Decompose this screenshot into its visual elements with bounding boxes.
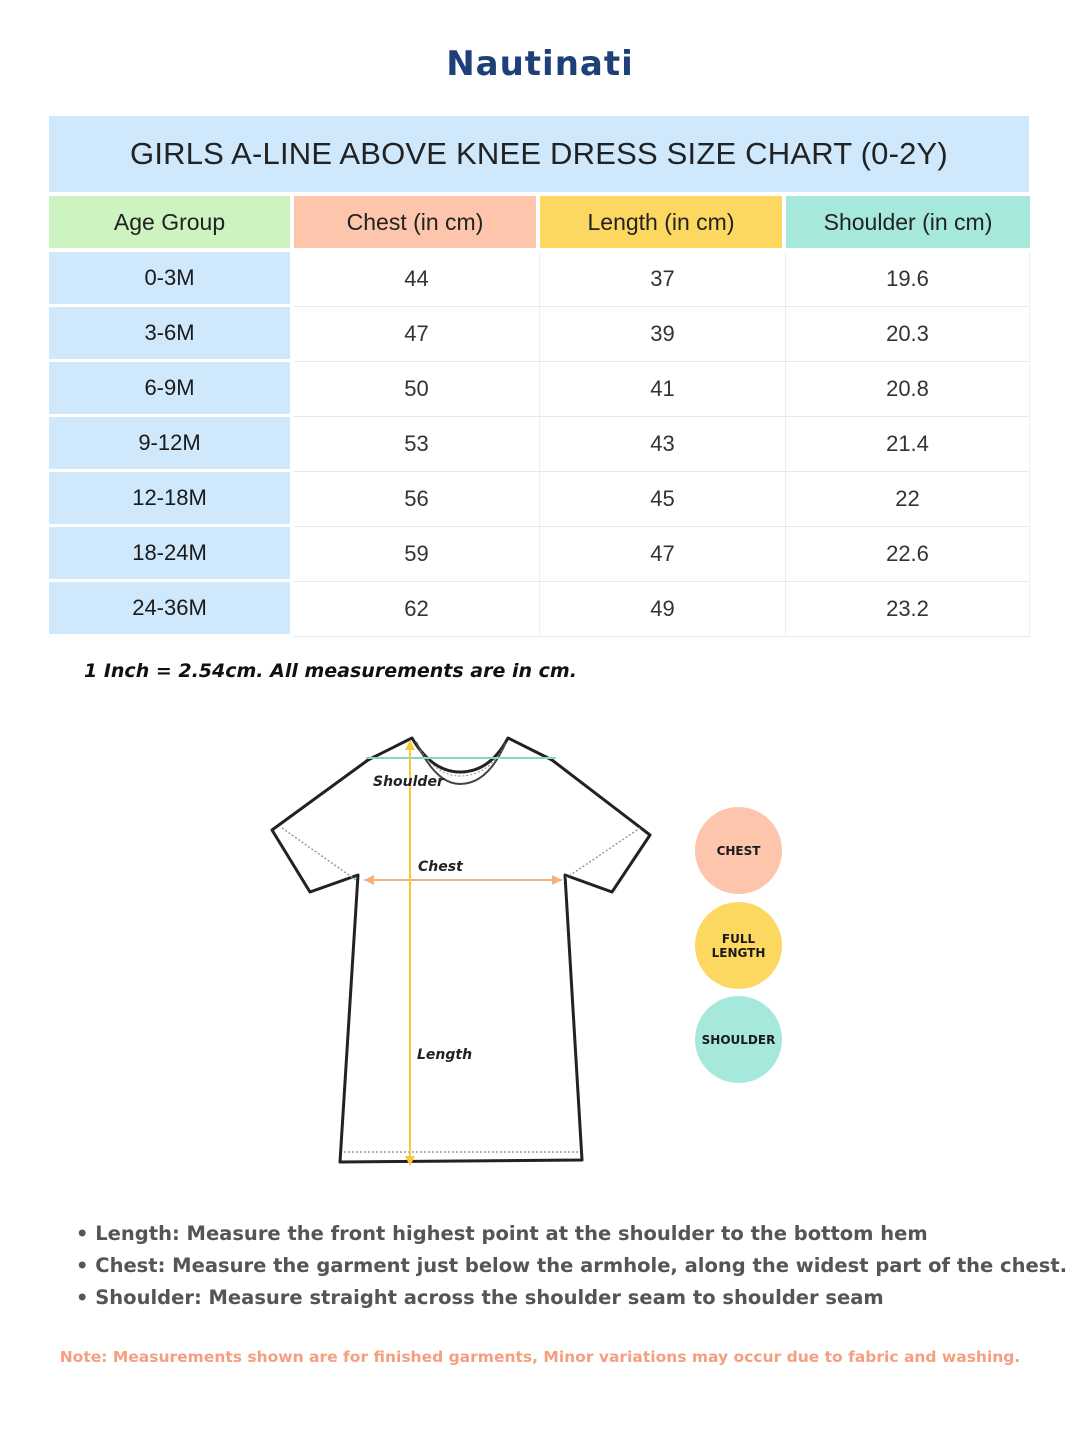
value-cell: 20.8 — [786, 362, 1030, 417]
size-table — [49, 196, 1030, 637]
footnote: Note: Measurements shown are for finished garments, Minor variations may occur due to fabric and washing. — [59, 1348, 1021, 1366]
value-cell: 47 — [294, 307, 540, 362]
legend-chest: CHEST — [695, 807, 782, 894]
age-cell: 18-24M — [49, 527, 294, 582]
age-cell: 12-18M — [49, 472, 294, 527]
age-cell: 24-36M — [49, 582, 294, 637]
header-row — [49, 196, 1030, 252]
brand-logo — [0, 44, 1080, 84]
value-cell: 19.6 — [786, 252, 1030, 307]
table-row — [49, 527, 1030, 582]
length-label: Length — [417, 1047, 473, 1063]
value-cell: 62 — [294, 582, 540, 637]
value-cell: 45 — [540, 472, 786, 527]
value-cell: 44 — [294, 252, 540, 307]
header-cell: Chest (in cm) — [294, 196, 540, 252]
table-row — [49, 362, 1030, 417]
table-row — [49, 472, 1030, 527]
table-row — [49, 307, 1030, 362]
value-cell: 22 — [786, 472, 1030, 527]
value-cell: 22.6 — [786, 527, 1030, 582]
tshirt-outline — [260, 720, 680, 1180]
measurement-instructions — [76, 1218, 1067, 1314]
value-cell: 49 — [540, 582, 786, 637]
table-row — [49, 582, 1030, 637]
value-cell: 23.2 — [786, 582, 1030, 637]
age-cell: 0-3M — [49, 252, 294, 307]
value-cell: 47 — [540, 527, 786, 582]
value-cell: 59 — [294, 527, 540, 582]
legend-full-length: FULL LENGTH — [695, 902, 782, 989]
table-body — [49, 252, 1030, 637]
value-cell: 21.4 — [786, 417, 1030, 472]
age-cell: 9-12M — [49, 417, 294, 472]
shoulder-label: Shoulder — [373, 774, 444, 790]
age-cell: 3-6M — [49, 307, 294, 362]
instruction-shoulder: • Shoulder: Measure straight across the shoulder seam to shoulder seam — [76, 1286, 884, 1309]
value-cell: 56 — [294, 472, 540, 527]
table-row — [49, 417, 1030, 472]
brand-logo-text: Nautinati — [446, 44, 634, 84]
header-cell: Shoulder (in cm) — [786, 196, 1030, 252]
garment-diagram — [260, 720, 680, 1180]
legend-shoulder: SHOULDER — [695, 996, 782, 1083]
chart-title: GIRLS A-LINE ABOVE KNEE DRESS SIZE CHART (0-2Y) — [49, 116, 1029, 192]
value-cell: 37 — [540, 252, 786, 307]
value-cell: 50 — [294, 362, 540, 417]
conversion-note: 1 Inch = 2.54cm. All measurements are in cm. — [84, 660, 577, 682]
age-cell: 6-9M — [49, 362, 294, 417]
chest-label: Chest — [418, 859, 463, 875]
header-cell: Length (in cm) — [540, 196, 786, 252]
header-cell: Age Group — [49, 196, 294, 252]
value-cell: 20.3 — [786, 307, 1030, 362]
value-cell: 43 — [540, 417, 786, 472]
instruction-length: • Length: Measure the front highest point at the shoulder to the bottom hem — [76, 1222, 928, 1245]
table-row — [49, 252, 1030, 307]
value-cell: 41 — [540, 362, 786, 417]
instruction-chest: • Chest: Measure the garment just below the armhole, along the widest part of the chest. — [76, 1254, 1068, 1277]
value-cell: 39 — [540, 307, 786, 362]
value-cell: 53 — [294, 417, 540, 472]
